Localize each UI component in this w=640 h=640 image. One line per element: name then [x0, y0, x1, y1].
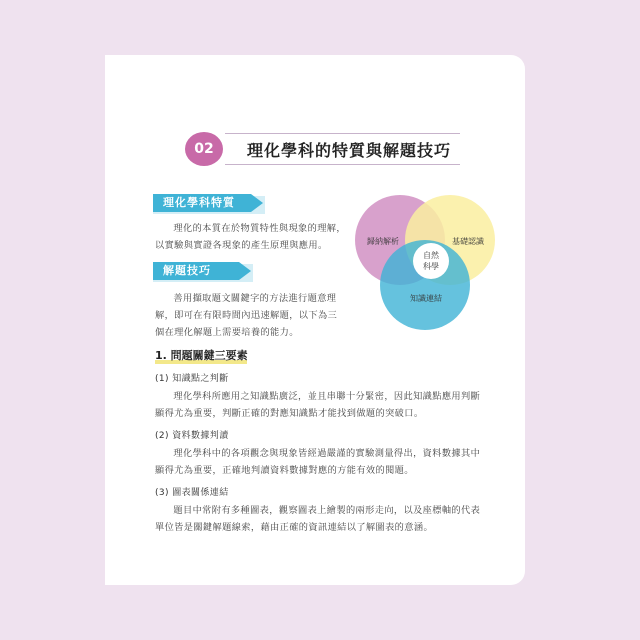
item3-text: [155, 502, 485, 536]
item2-title: (2) 資料數據判讀: [155, 431, 229, 441]
item1-text: [155, 388, 485, 422]
venn-label-right: 基礎認識: [452, 237, 484, 246]
section2-line-3: 個在理化解題上需要培養的能力。: [155, 327, 299, 338]
section1-text: [155, 220, 355, 254]
page: [105, 55, 525, 585]
venn-center-top: 自然: [423, 251, 439, 260]
item3-line-2: 單位皆是關鍵解題線索，藉由正確的資訊連結以了解圖表的意涵。: [155, 522, 434, 533]
section1-line-2: 以實驗與實證各現象的產生原理與應用。: [155, 240, 328, 251]
venn-label-left: 歸納解析: [367, 237, 399, 246]
venn-label-bottom: 知識連結: [410, 294, 442, 303]
section2-line-2: 解，即可在有限時間內迅速解題，以下為三: [155, 310, 338, 321]
item1-title: (1) 知識點之判斷: [155, 374, 229, 384]
key-heading: 1. 問題關鍵三要素: [155, 349, 248, 362]
item1-line-1: 理化學科所應用之知識點廣泛，並且串聯十分緊密，因此知識點應用判斷: [173, 391, 481, 402]
chapter-line-top: [225, 133, 460, 134]
item2-line-2: 顯得尤為重要，正確地判讀資料數據對應的方能有效的閱題。: [155, 465, 414, 476]
item3-line-1: 題目中常附有多種圖表，觀察圖表上繪製的兩形走向，以及座標軸的代表: [173, 505, 481, 516]
chapter-line-bottom: [225, 164, 460, 165]
item2-line-1: 理化學科中的各項觀念與現象皆經過嚴謹的實驗測量得出，資料數據其中: [173, 448, 481, 459]
venn-diagram: [355, 195, 515, 345]
item2-text: [155, 445, 485, 479]
item3-title: (3) 圖表關係連結: [155, 488, 229, 498]
venn-center: [413, 243, 449, 279]
chapter-title: 理化學科的特質與解題技巧: [247, 141, 452, 160]
chapter-header: [185, 133, 460, 165]
section2-line-1: 善用擷取題文關鍵字的方法進行題意理: [173, 293, 337, 304]
section1-tag: 理化學科特質: [153, 194, 251, 212]
venn-center-bottom: 科學: [423, 262, 439, 271]
item1-line-2: 顯得尤為重要，判斷正確的對應知識點才能找到做題的突破口。: [155, 408, 424, 419]
section1-line-1: 理化的本質在於物質特性與現象的理解，: [173, 223, 346, 234]
chapter-number-badge: 02: [185, 132, 223, 166]
section2-tag: 解題技巧: [153, 262, 239, 280]
section2-text: [155, 290, 355, 341]
